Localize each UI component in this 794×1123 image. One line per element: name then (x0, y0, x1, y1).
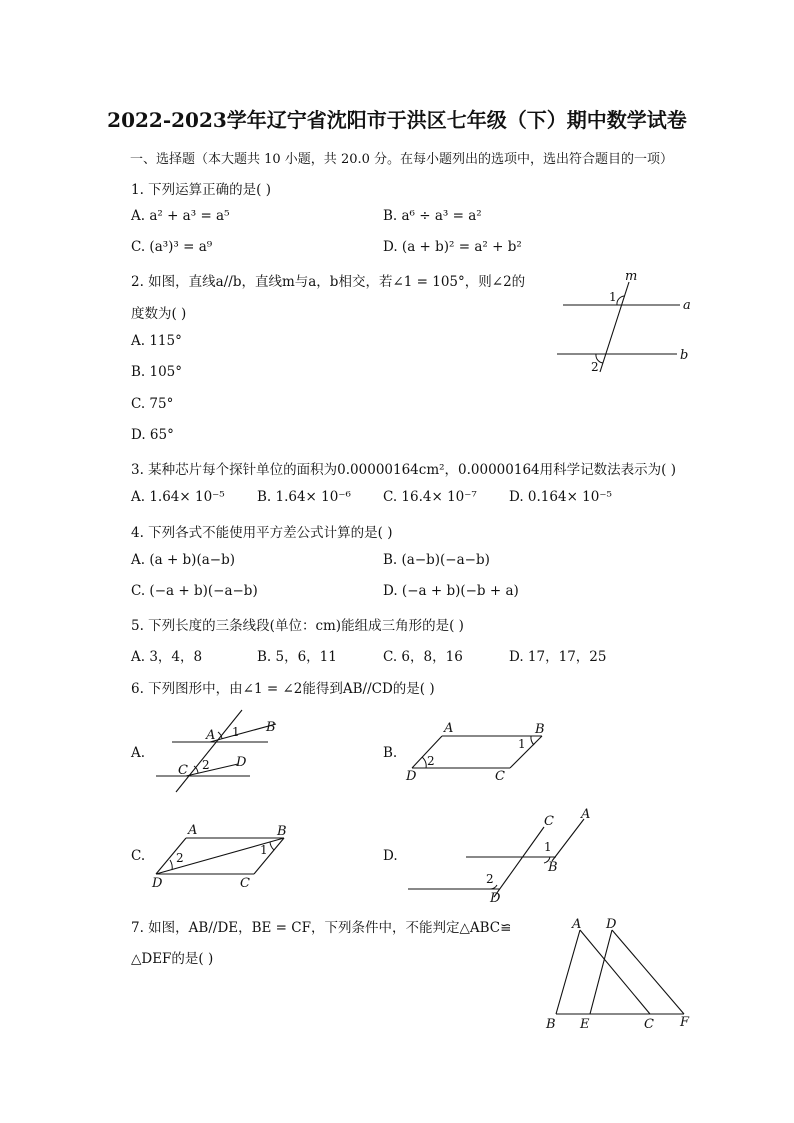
question-4-stem: 4. 下列各式不能使用平方差公式计算的是( ) (131, 525, 393, 541)
fig-b-label-1: 1 (518, 737, 526, 751)
label-a: a (683, 298, 691, 313)
q6-figure-d (404, 805, 600, 907)
fig-d-label-c: C (544, 814, 554, 829)
fig-c-label-1: 1 (260, 843, 268, 857)
q1-option-d[interactable]: D. (a + b)² = a² + b² (383, 239, 522, 255)
q1-option-b[interactable]: B. a⁶ ÷ a³ = a² (383, 208, 482, 224)
q3-option-b[interactable]: B. 1.64× 10⁻⁶ (257, 489, 351, 505)
fig-c-label-b: B (277, 824, 287, 839)
fig-c-label-d: D (152, 876, 163, 891)
question-3-stem: 3. 某种芯片每个探针单位的面积为0.00000164cm²，0.00000164用科学记数法表示为( ) (131, 462, 676, 478)
q6-option-c[interactable]: C. (131, 848, 146, 864)
q5-option-b[interactable]: B. 5，6，11 (257, 649, 337, 665)
q6-figure-b (402, 718, 562, 786)
q5-option-c[interactable]: C. 6，8，16 (383, 649, 463, 665)
q7-label-f: F (680, 1015, 690, 1030)
fig-c-label-a: A (188, 823, 198, 838)
fig-d-label-a: A (581, 807, 591, 822)
question-2-stem-line1: 2. 如图，直线a//b，直线m与a，b相交，若∠1 = 105°，则∠2的 (131, 274, 526, 290)
q3-option-d[interactable]: D. 0.164× 10⁻⁵ (509, 489, 612, 505)
label-angle-1: 1 (609, 290, 617, 304)
q7-label-a: A (572, 917, 582, 932)
q4-option-a[interactable]: A. (a + b)(a−b) (131, 552, 235, 568)
q4-option-d[interactable]: D. (−a + b)(−b + a) (383, 583, 519, 599)
fig-a-label-b: B (266, 720, 276, 735)
question-7-stem-line1: 7. 如图，AB//DE，BE = CF，下列条件中，不能判定△ABC≌ (131, 920, 512, 936)
q1-option-c[interactable]: C. (a³)³ = a⁹ (131, 239, 213, 255)
q6-figure-a (150, 706, 290, 798)
fig-c-label-2: 2 (176, 851, 184, 865)
fig-b-label-b: B (535, 722, 545, 737)
q2-option-d[interactable]: D. 65° (131, 427, 174, 443)
label-b: b (680, 348, 689, 363)
q6-figure-c (150, 820, 300, 892)
question-1-stem: 1. 下列运算正确的是( ) (131, 182, 271, 198)
section-heading: 一、选择题（本大题共 10 小题，共 20.0 分。在每小题列出的选项中，选出符合题目的一项） (130, 152, 674, 167)
fig-d-label-d: D (490, 891, 501, 906)
exam-title: 2022-2023学年辽宁省沈阳市于洪区七年级（下）期中数学试卷 (107, 108, 687, 132)
q6-option-a[interactable]: A. (131, 745, 146, 761)
fig-d-label-2: 2 (486, 872, 494, 886)
q7-triangles-figure (540, 914, 700, 1034)
q2-parallel-lines-figure (555, 268, 705, 380)
fig-b-label-d: D (406, 769, 417, 784)
q3-option-a[interactable]: A. 1.64× 10⁻⁵ (131, 489, 225, 505)
q7-label-d: D (606, 917, 617, 932)
label-m: m (625, 269, 638, 284)
q6-option-d[interactable]: D. (383, 848, 398, 864)
q2-option-c[interactable]: C. 75° (131, 396, 174, 412)
fig-a-label-1: 1 (232, 725, 240, 739)
fig-b-label-a: A (444, 721, 454, 736)
q2-option-a[interactable]: A. 115° (131, 333, 182, 349)
question-6-stem: 6. 下列图形中，由∠1 = ∠2能得到AB//CD的是( ) (131, 681, 435, 697)
question-5-stem: 5. 下列长度的三条线段(单位：cm)能组成三角形的是( ) (131, 618, 464, 634)
q5-option-d[interactable]: D. 17，17，25 (509, 649, 607, 665)
q7-label-b: B (546, 1017, 556, 1032)
fig-b-label-c: C (495, 769, 505, 784)
q1-option-a[interactable]: A. a² + a³ = a⁵ (131, 208, 230, 224)
label-angle-2: 2 (591, 360, 599, 374)
q5-option-a[interactable]: A. 3，4，8 (131, 649, 203, 665)
fig-a-label-c: C (178, 763, 188, 778)
fig-b-label-2: 2 (427, 754, 435, 768)
q2-option-b[interactable]: B. 105° (131, 364, 183, 380)
fig-d-label-1: 1 (544, 840, 552, 854)
q6-option-b[interactable]: B. (383, 745, 398, 761)
q7-label-e: E (580, 1017, 590, 1032)
q3-option-c[interactable]: C. 16.4× 10⁻⁷ (383, 489, 477, 505)
q4-option-b[interactable]: B. (a−b)(−a−b) (383, 552, 490, 568)
question-2-stem-line2: 度数为( ) (131, 306, 187, 322)
fig-a-label-a: A (206, 728, 216, 743)
question-7-stem-line2: △DEF的是( ) (131, 951, 214, 967)
fig-c-label-c: C (240, 876, 250, 891)
fig-a-label-d: D (236, 755, 247, 770)
fig-d-label-b: B (548, 860, 558, 875)
q7-label-c: C (644, 1017, 654, 1032)
q4-option-c[interactable]: C. (−a + b)(−a−b) (131, 583, 258, 599)
fig-a-label-2: 2 (202, 758, 210, 772)
